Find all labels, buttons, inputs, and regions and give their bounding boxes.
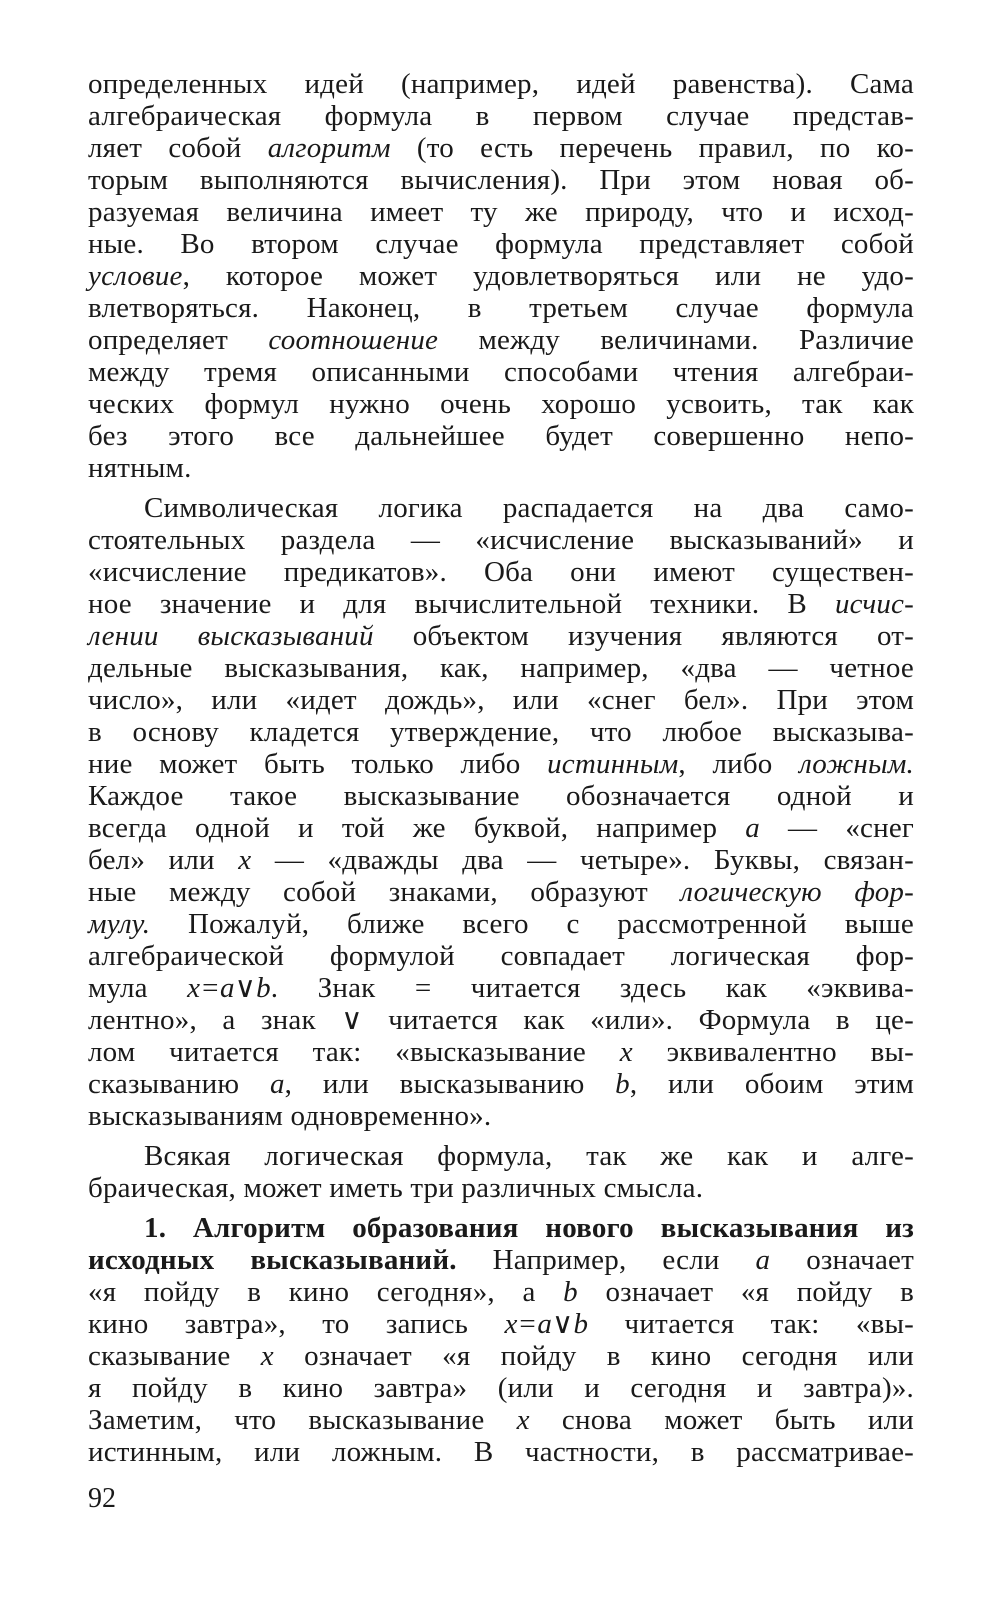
text-line: ные. Во втором случае формула представляет собой (88, 228, 914, 260)
text-line: высказываниям одновременно». (88, 1100, 492, 1132)
text-line: «исчисление предикатов». Оба они имеют существен- (88, 556, 914, 588)
text-line: лении высказываний объектом изучения являются от- (88, 620, 914, 652)
text-line: лом читается так: «высказывание х эквивалентно вы- (88, 1036, 915, 1068)
text-line: число», или «идет дождь», или «снег бел». При этом (88, 684, 914, 716)
text-line: влетворяться. Наконец, в третьем случае формула (88, 292, 914, 324)
text-line: всегда одной и той же буквой, например а — «снег (88, 812, 914, 844)
text-line: между тремя описанными способами чтения алгебраи- (88, 356, 914, 388)
text-line: условие, которое может удовлетворяться или не удо- (88, 260, 914, 292)
text-line: ные между собой знаками, образуют логическую фор- (88, 876, 914, 908)
text-line: сказывание х означает «я пойду в кино сегодня или (88, 1340, 914, 1372)
paragraph-1 (88, 68, 914, 484)
text-line: торым выполняются вычисления). При этом новая об- (88, 164, 914, 196)
text-line: мулу. Пожалуй, ближе всего с рассмотренной выше (88, 908, 914, 940)
text-line: стоятельных раздела — «исчисление высказываний» и (88, 524, 914, 556)
text-line: в основу кладется утверждение, что любое высказыва- (88, 716, 914, 748)
text-line: Символическая логика распадается на два само- (144, 492, 914, 524)
text-line: лентно», а знак ∨ читается как «или». Формула в це- (88, 1004, 914, 1036)
text-line: ляет собой алгоритм (то есть перечень правил, по ко- (88, 132, 914, 164)
page-number: 92 (88, 1483, 116, 1514)
text-line: определенных идей (например, идей равенства). Сама (88, 68, 914, 100)
text-line: исходных высказываний. Например, если а означает (88, 1244, 914, 1276)
text-line: алгебраической формулой совпадает логическая фор- (88, 940, 914, 972)
text-line: истинным, или ложным. В частности, в рассматривае- (88, 1436, 914, 1468)
text-line: «я пойду в кино сегодня», а b означает «я пойду в (88, 1276, 914, 1308)
text-line: алгебраическая формула в первом случае представ- (88, 100, 914, 132)
text-line: я пойду в кино завтра» (или и сегодня и завтра)». (88, 1372, 914, 1404)
paragraph-2 (88, 484, 914, 1132)
text-line: Всякая логическая формула, так же как и алге- (144, 1140, 914, 1172)
text-line: Заметим, что высказывание х снова может быть или (88, 1404, 914, 1436)
text-line: бел» или х — «дважды два — четыре». Буквы, связан- (88, 844, 914, 876)
text-line: ние может быть только либо истинным, либо ложным. (88, 748, 914, 780)
book-page (88, 68, 914, 1468)
text-line: мула х=а∨b. Знак = читается здесь как «эквива- (88, 972, 914, 1004)
text-line: 1. Алгоритм образования нового высказывания из (144, 1212, 914, 1244)
text-line: браическая, может иметь три различных смысла. (88, 1172, 704, 1204)
text-line: разуемая величина имеет ту же природу, что и исход- (88, 196, 914, 228)
text-line: сказыванию а, или высказыванию b, или обоим этим (88, 1068, 915, 1100)
paragraph-4 (88, 1204, 914, 1468)
text-line: ческих формул нужно очень хорошо усвоить, так как (88, 388, 914, 420)
text-line: определяет соотношение между величинами. Различие (88, 324, 914, 356)
text-line: Каждое такое высказывание обозначается одной и (88, 780, 914, 812)
text-line: кино завтра», то запись х=а∨b читается так: «вы- (88, 1308, 914, 1340)
text-line: дельные высказывания, как, например, «два — четное (88, 652, 914, 684)
paragraph-3 (88, 1132, 914, 1204)
text-line: ное значение и для вычислительной техники. В исчис- (88, 588, 914, 620)
text-line: нятным. (88, 452, 192, 484)
text-line: без этого все дальнейшее будет совершенно непо- (88, 420, 914, 452)
